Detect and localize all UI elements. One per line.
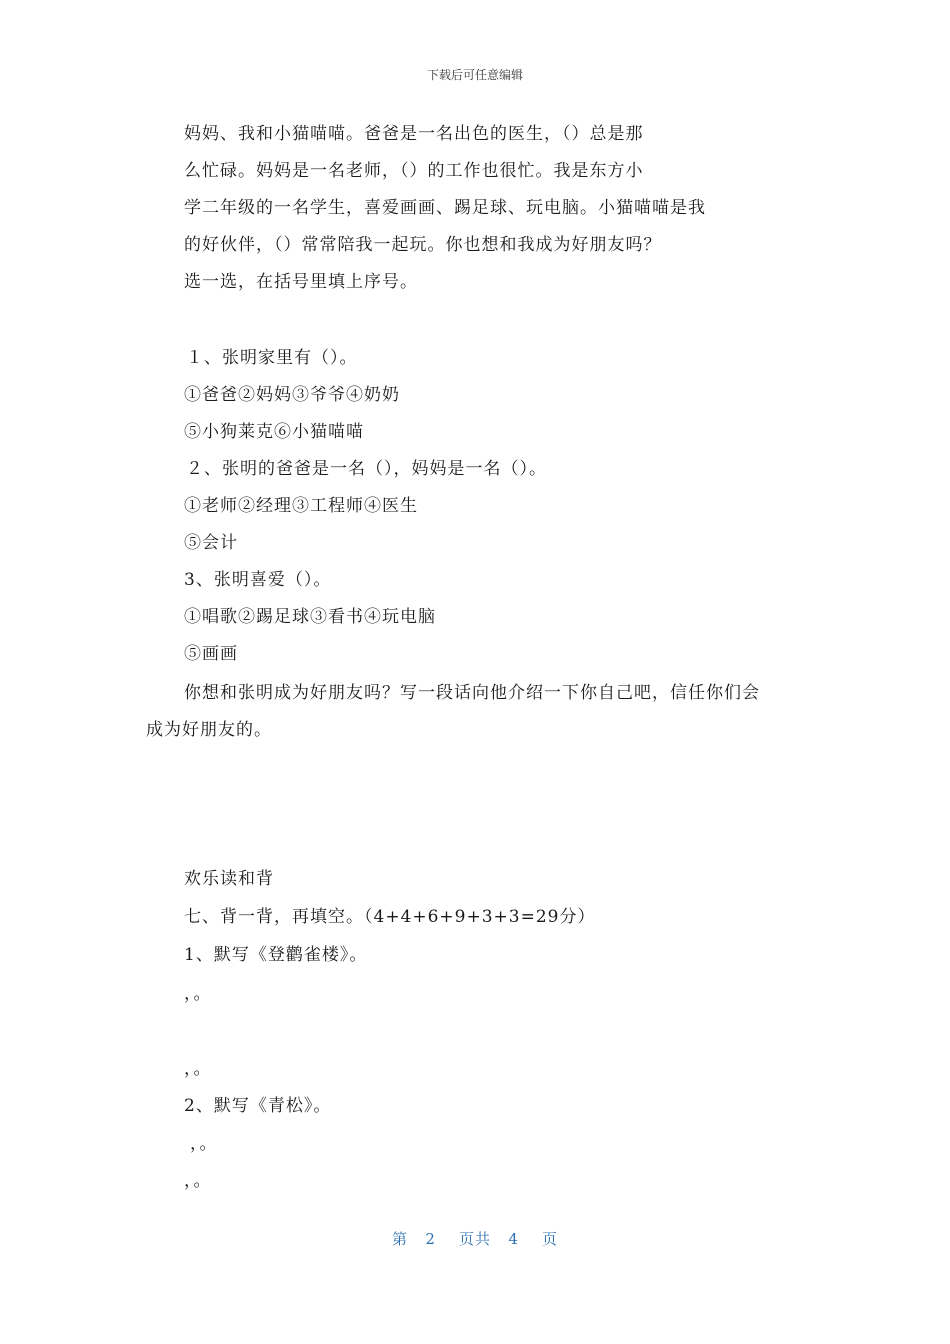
- question-3-options: ⑤画画: [184, 644, 238, 664]
- body-line: 么忙碌。妈妈是一名老师，（）的工作也很忙。我是东方小: [184, 161, 644, 181]
- blank-line: ，。: [184, 1171, 212, 1191]
- section-title: 欢乐读和背: [184, 869, 274, 889]
- total-pages-number: 4: [508, 1230, 519, 1248]
- blank-line: ，。: [190, 1134, 218, 1154]
- question-1-options: ①爸爸②妈妈③爷爷④奶奶: [184, 385, 400, 405]
- recite-item-2: 2、默写《青松》。: [184, 1096, 332, 1116]
- question-1-options: ⑤小狗莱克⑥小猫喵喵: [184, 422, 364, 442]
- current-page-number: 2: [425, 1230, 436, 1248]
- writing-prompt: 你想和张明成为好朋友吗？写一段话向他介绍一下你自己吧，信任你们会: [184, 683, 760, 703]
- section-heading: 七、背一背，再填空。（4+4+6+9+3+3=29分）: [184, 907, 596, 927]
- question-2-options: ①老师②经理③工程师④医生: [184, 496, 418, 516]
- question-3-options: ①唱歌②踢足球③看书④玩电脑: [184, 607, 436, 627]
- footer-suffix: 页: [541, 1230, 558, 1248]
- body-line: 的好伙伴，（）常常陪我一起玩。你也想和我成为好朋友吗？: [184, 235, 662, 255]
- footer-middle: 页共: [458, 1230, 491, 1248]
- question-2: ２、张明的爸爸是一名（），妈妈是一名（）。: [186, 459, 547, 479]
- instruction-line: 选一选，在括号里填上序号。: [184, 272, 418, 292]
- question-1: １、张明家里有（）。: [186, 348, 358, 368]
- page-header: 下载后可任意编辑: [426, 68, 523, 82]
- recite-item-1: 1、默写《登鹳雀楼》。: [184, 945, 368, 965]
- writing-prompt: 成为好朋友的。: [146, 720, 272, 740]
- body-line: 妈妈、我和小猫喵喵。爸爸是一名出色的医生，（）总是那: [184, 124, 644, 144]
- footer-prefix: 第: [392, 1230, 409, 1248]
- blank-line: ，。: [184, 984, 212, 1004]
- blank-line: ，。: [184, 1059, 212, 1079]
- page-footer: [0, 1228, 950, 1249]
- question-2-options: ⑤会计: [184, 533, 238, 553]
- question-3: 3、张明喜爱（）。: [184, 570, 332, 590]
- body-line: 学二年级的一名学生，喜爱画画、踢足球、玩电脑。小猫喵喵是我: [184, 198, 706, 218]
